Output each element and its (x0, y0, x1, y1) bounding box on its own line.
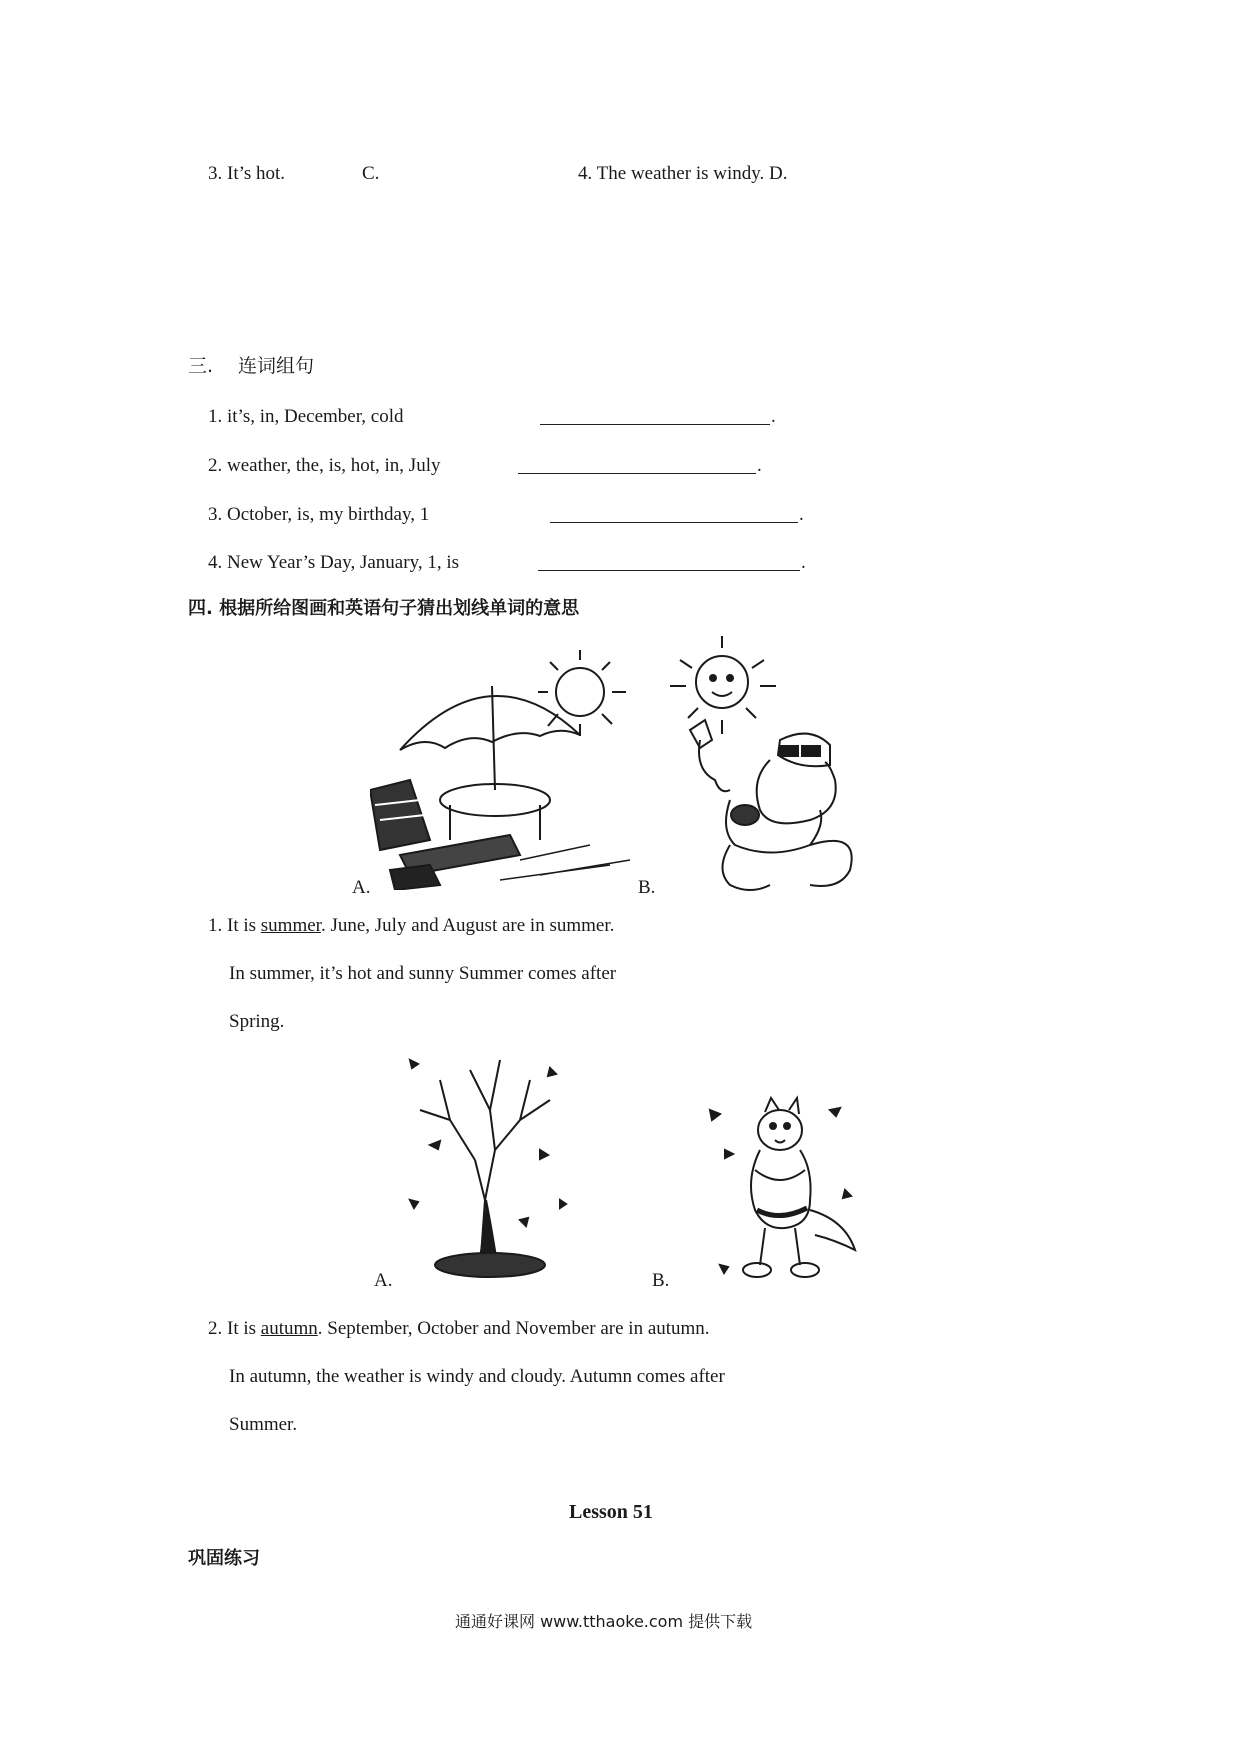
autumn-cartoon-picture (705, 1090, 870, 1290)
q2-line-2: In autumn, the weather is windy and cloudy. Autumn comes after (229, 1366, 725, 1387)
q2-label-b: B. (652, 1270, 670, 1291)
lesson-title: Lesson 51 (569, 1501, 653, 1523)
match-item-3: 3. It’s hot. (208, 163, 286, 184)
section3-item-1: 1. it’s, in, December, cold (208, 406, 404, 427)
section3-item-2: 2. weather, the, is, hot, in, July (208, 455, 441, 476)
q1-label-b: B. (638, 877, 656, 898)
summer-beach-picture (370, 640, 640, 890)
q2-line-1 (208, 1319, 710, 1338)
q2-underlined-word: autumn (260, 1318, 318, 1339)
q1-underlined-word: summer (260, 915, 321, 936)
footer-source: 通通好课网 www.tthaoke.com 提供下载 (455, 1612, 753, 1631)
q1-label-a: A. (352, 877, 371, 898)
q1-line-2: In summer, it’s hot and sunny Summer comes after (229, 963, 617, 984)
answer-end-3: . (799, 504, 804, 525)
section3-heading: 连词组句 (238, 355, 315, 377)
section4-heading: 四. 根据所给图画和英语句子猜出划线单词的意思 (188, 598, 580, 619)
answer-end-4: . (801, 552, 806, 573)
match-item-3-letter: C. (362, 163, 380, 184)
answer-end-1: . (771, 406, 776, 427)
q1-line-3: Spring. (229, 1011, 285, 1032)
q1-line-1 (208, 916, 614, 935)
q2-line-1-post: . September, October and November are in autumn. (317, 1318, 710, 1339)
answer-blank-1[interactable] (540, 424, 770, 425)
q2-label-a: A. (374, 1270, 393, 1291)
q1-line-1-pre: 1. It is (208, 915, 261, 936)
q1-line-1-post: . June, July and August are in summer. (320, 915, 615, 936)
q2-line-3: Summer. (229, 1414, 298, 1435)
section3-item-3: 3. October, is, my birthday, 1 (208, 504, 430, 525)
summer-cartoon-picture (660, 630, 875, 900)
section3-item-4: 4. New Year’s Day, January, 1, is (208, 552, 460, 573)
answer-blank-4[interactable] (538, 570, 800, 571)
answer-blank-3[interactable] (550, 522, 798, 523)
answer-blank-2[interactable] (518, 473, 756, 474)
section3-heading-number: 三. (188, 355, 214, 377)
q2-line-1-pre: 2. It is (208, 1318, 261, 1339)
practice-heading: 巩固练习 (188, 1548, 260, 1569)
match-item-4: 4. The weather is windy. D. (578, 163, 788, 184)
autumn-tree-picture (400, 1050, 580, 1280)
answer-end-2: . (757, 455, 762, 476)
